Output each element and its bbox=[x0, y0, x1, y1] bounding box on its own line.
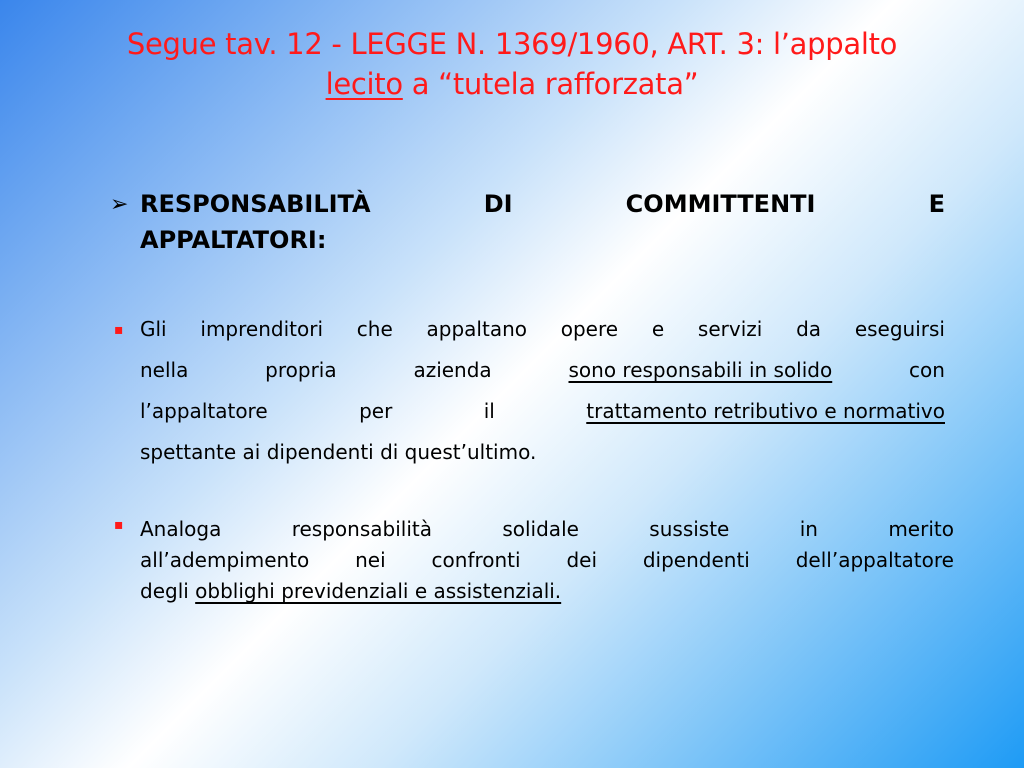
heading-word: DI bbox=[483, 190, 513, 218]
heading-word: E bbox=[928, 190, 945, 218]
bullet-2-line-1 bbox=[140, 514, 954, 545]
word: dei bbox=[566, 548, 597, 572]
word: l’appaltatore bbox=[140, 399, 268, 423]
word: solidale bbox=[502, 517, 579, 541]
title-line-2 bbox=[40, 64, 984, 104]
word: confronti bbox=[431, 548, 521, 572]
bullet-1-line-1 bbox=[140, 309, 945, 350]
bullet-1-line-4: spettante ai dipendenti di quest’ultimo. bbox=[140, 440, 537, 464]
word: dipendenti bbox=[642, 548, 750, 572]
word: e bbox=[651, 317, 665, 341]
title-line-1: Segue tav. 12 - LEGGE N. 1369/1960, ART. 3: l’appalto bbox=[126, 27, 898, 61]
word: con bbox=[909, 358, 945, 382]
title-underlined-word: lecito bbox=[325, 67, 403, 101]
bullet-item-2 bbox=[114, 514, 954, 607]
word: responsabilità bbox=[291, 517, 432, 541]
word: eseguirsi bbox=[854, 317, 945, 341]
bullet-1-line-2 bbox=[140, 350, 945, 391]
underlined-phrase: obblighi previdenziali e assistenziali. bbox=[195, 579, 562, 603]
bullet-2-line-3 bbox=[140, 576, 954, 607]
word: degli bbox=[140, 579, 196, 603]
square-bullet-icon: ▪ bbox=[114, 517, 124, 533]
word: in bbox=[799, 517, 818, 541]
section-heading bbox=[110, 186, 945, 258]
square-bullet-icon: ▪ bbox=[114, 322, 124, 338]
heading-word: RESPONSABILITÀ bbox=[140, 190, 371, 218]
word: che bbox=[356, 317, 393, 341]
word: Gli bbox=[140, 317, 167, 341]
word: propria bbox=[265, 358, 337, 382]
word: opere bbox=[560, 317, 619, 341]
word: servizi bbox=[697, 317, 763, 341]
bullet-item-1 bbox=[114, 309, 945, 473]
word: imprenditori bbox=[200, 317, 323, 341]
heading-word: COMMITTENTI bbox=[625, 190, 816, 218]
word: merito bbox=[888, 517, 954, 541]
word: nei bbox=[355, 548, 386, 572]
bullet-2-line-2 bbox=[140, 545, 954, 576]
title-line-2-rest: a “tutela rafforzata” bbox=[402, 67, 699, 101]
bullet-1-line-3 bbox=[140, 391, 945, 432]
word: sussiste bbox=[649, 517, 730, 541]
slide-title bbox=[40, 24, 984, 104]
word: appaltano bbox=[426, 317, 527, 341]
word: nella bbox=[140, 358, 189, 382]
heading-line-2: APPALTATORI: bbox=[140, 226, 327, 254]
underlined-phrase: sono responsabili in solido bbox=[568, 358, 833, 382]
word: all’adempimento bbox=[140, 548, 310, 572]
word: dell’appaltatore bbox=[795, 548, 954, 572]
word: il bbox=[483, 399, 495, 423]
word: azienda bbox=[413, 358, 492, 382]
word: per bbox=[359, 399, 393, 423]
heading-line-1 bbox=[140, 186, 945, 222]
arrow-bullet-icon: ➢ bbox=[110, 192, 129, 217]
underlined-phrase: trattamento retributivo e normativo bbox=[586, 399, 945, 423]
word: da bbox=[796, 317, 822, 341]
word: Analoga bbox=[140, 517, 222, 541]
